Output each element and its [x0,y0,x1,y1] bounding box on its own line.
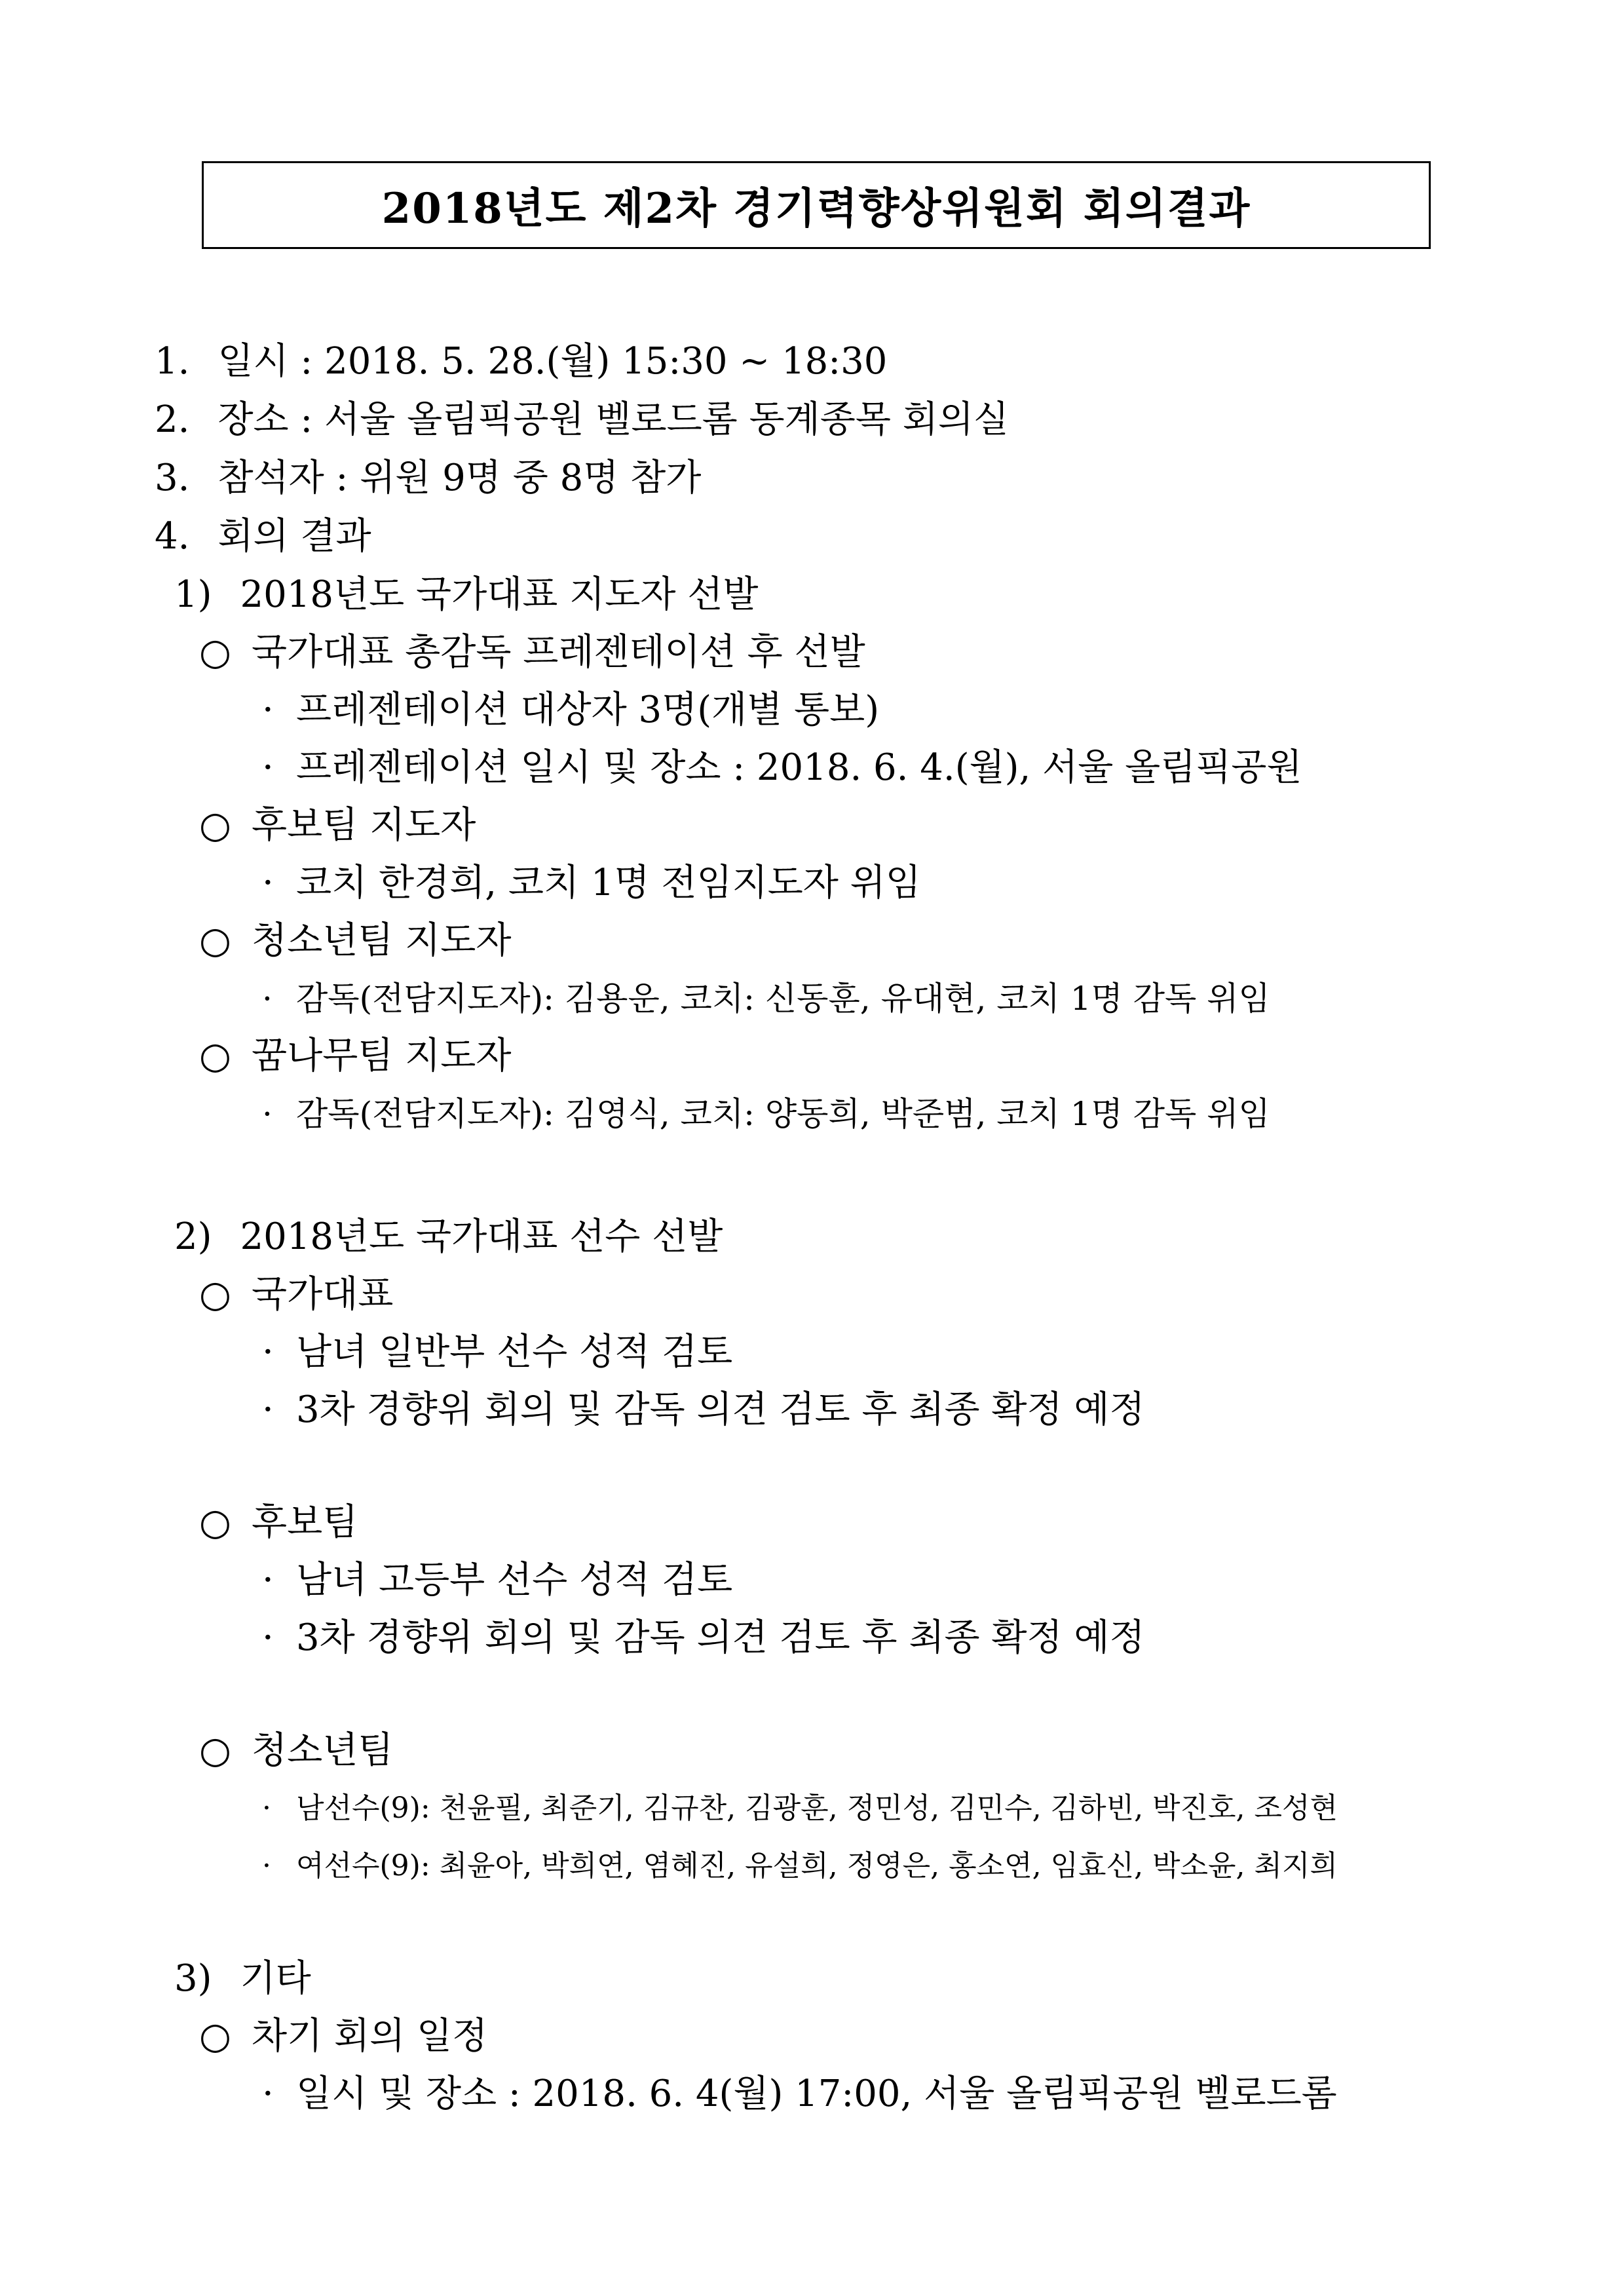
item-number: 3. [155,457,190,499]
subsection-other [174,1955,311,2002]
bullet-icon: · [262,1791,271,1825]
circle-icon: ○ [199,1729,231,1772]
circle-item: ○ 후보팀 지도자 [199,802,476,849]
subsection-coach-selection [174,571,758,619]
item-number: 4. [155,515,190,558]
bullet-icon: · [262,689,274,731]
circle-item: ○ 꿈나무팀 지도자 [199,1033,511,1080]
bullet-item: · 감독(전담지도자): 김용운, 코치: 신동훈, 유대현, 코치 1명 감독 위임 [262,975,1270,1022]
item-attendees [155,455,701,502]
subsection-title: 2018년도 국가대표 선수 선발 [240,1215,723,1258]
bullet-icon: · [262,2073,274,2115]
subsection-athlete-selection [174,1214,723,1261]
bullet-item: · 남선수(9): 천윤필, 최준기, 김규찬, 김광훈, 정민성, 김민수, 김하빈, 박진호, 조성현 [262,1785,1338,1832]
item-text: 참석자 : 위원 9명 중 8명 참가 [217,457,702,499]
bullet-item: · 일시 및 장소 : 2018. 6. 4(월) 17:00, 서울 올림픽공원 벨로드롬 [262,2071,1337,2118]
circle-icon: ○ [199,804,231,847]
bullet-item: · 남녀 고등부 선수 성적 검토 [262,1557,732,1604]
circle-item: ○ 국가대표 총감독 프레젠테이션 후 선발 [199,629,865,676]
bullet-item: · 남녀 일반부 선수 성적 검토 [262,1329,732,1376]
title-box [202,161,1431,249]
circle-item: ○ 차기 회의 일정 [199,2013,487,2060]
bullet-item: · 3차 경향위 회의 및 감독 의견 검토 후 최종 확정 예정 [262,1387,1145,1434]
bullet-icon: · [262,1849,271,1883]
circle-icon: ○ [199,1273,231,1316]
item-number: 2. [155,398,190,441]
circle-icon: ○ [199,2015,231,2057]
circle-item: ○ 청소년팀 [199,1727,393,1774]
circle-item: ○ 국가대표 [199,1271,393,1318]
circle-icon: ○ [199,1501,231,1544]
bullet-icon: · [262,746,274,789]
bullet-item: · 3차 경향위 회의 및 감독 의견 검토 후 최종 확정 예정 [262,1615,1145,1662]
bullet-icon: · [262,862,274,904]
bullet-item: · 프레젠테이션 대상자 3명(개별 통보) [262,687,879,734]
item-datetime [155,338,887,385]
subsection-number: 2) [174,1215,212,1258]
circle-icon: ○ [199,919,231,962]
bullet-item: · 프레젠테이션 일시 및 장소 : 2018. 6. 4.(월), 서울 올림픽공원 [262,744,1302,792]
item-text: 장소 : 서울 올림픽공원 벨로드롬 동계종목 회의실 [217,398,1010,441]
subsection-number: 1) [174,573,212,616]
circle-icon: ○ [199,631,231,674]
bullet-icon: · [262,980,273,1018]
bullet-icon: · [262,1617,274,1659]
bullet-item: · 코치 한경희, 코치 1명 전임지도자 위임 [262,860,921,907]
subsection-title: 2018년도 국가대표 지도자 선발 [240,573,759,616]
circle-item: ○ 청소년팀 지도자 [199,917,511,965]
item-text: 회의 결과 [217,515,371,558]
subsection-title: 기타 [240,1957,311,2000]
document-title: 2018년도 제2차 경기력향상위원회 회의결과 [381,184,1251,233]
bullet-icon: · [262,1095,273,1133]
bullet-icon: · [262,1559,274,1601]
item-text: 일시 : 2018. 5. 28.(월) 15:30 ~ 18:30 [217,340,888,383]
bullet-icon: · [262,1388,274,1431]
circle-item: ○ 후보팀 [199,1499,358,1546]
item-results [155,513,371,560]
bullet-item: · 여선수(9): 최윤아, 박희연, 염혜진, 유설희, 정영은, 홍소연, 임효신, 박소윤, 최지희 [262,1843,1338,1890]
circle-icon: ○ [199,1035,231,1077]
bullet-item: · 감독(전담지도자): 김영식, 코치: 양동희, 박준범, 코치 1명 감독 위임 [262,1090,1270,1138]
item-number: 1. [155,340,190,383]
bullet-icon: · [262,1331,274,1373]
item-place [155,396,1009,444]
subsection-number: 3) [174,1957,212,2000]
